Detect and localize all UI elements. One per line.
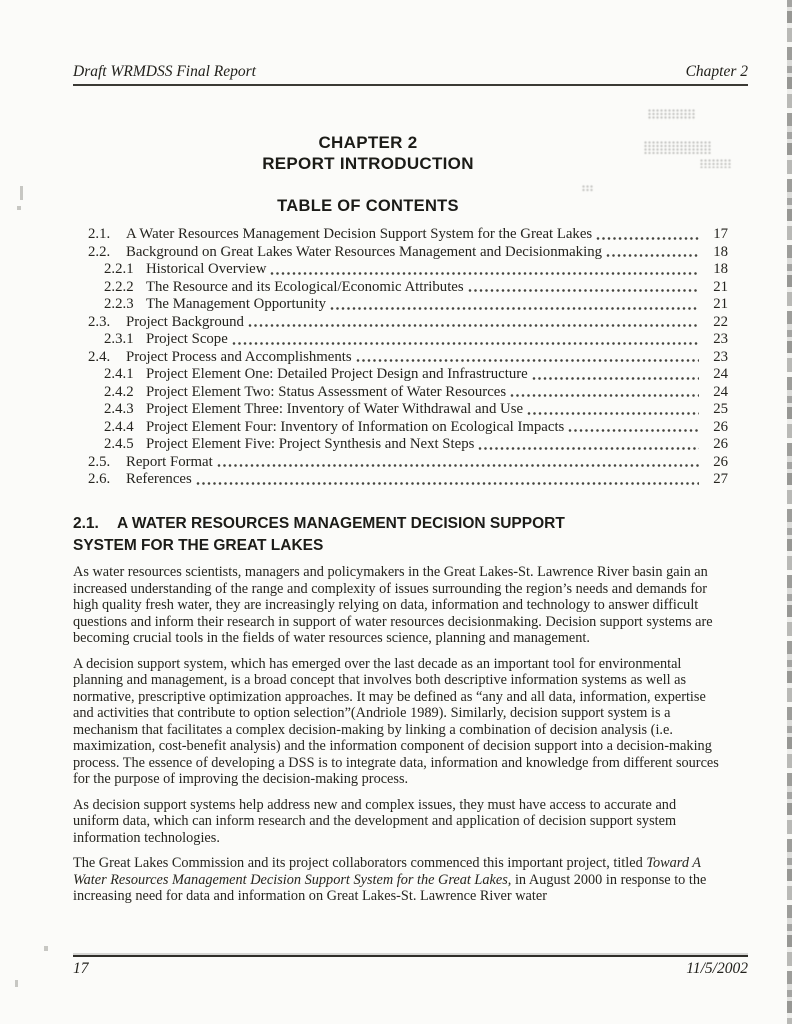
body-text — [73, 564, 723, 914]
body-paragraph-4 — [73, 855, 723, 905]
toc-entry — [73, 261, 728, 279]
toc-entry — [73, 401, 728, 419]
toc-entry-number: 2.3. — [88, 313, 111, 330]
toc-entry-number: 2.1. — [88, 226, 111, 242]
toc-heading: TABLE OF CONTENTS — [277, 197, 459, 215]
running-header — [73, 63, 748, 86]
running-footer — [73, 955, 748, 978]
body-paragraph-3: As decision support systems help address new and complex issues, they must have access to accurate and uniform data, which can inform research and the development and application of decision support system information technologies. — [73, 796, 677, 846]
toc-entry-number: 2.3.1 — [104, 331, 134, 347]
toc-entry-title: The Resource and its Ecological/Economic Attributes — [146, 278, 464, 295]
toc-dot-leader — [568, 428, 699, 433]
paragraph-4-text-after: in August 2000 in response to the increasing need for data and information on Great Lakes-St. Lawrence River water — [73, 871, 707, 904]
body-paragraph-1: As water resources scientists, managers and policymakers in the Great Lakes-St. Lawrence River basin gain an increased understanding of the range and complexity of issues surrounding the region’s needs and demands for high quality fresh water, they are increasingly relying on data, information and technology to answer difficult questions and inform their research in support of water resources decisionmaking. Decision support systems are becoming crucial tools in the fields of water resources science, planning and management. — [73, 564, 713, 646]
scan-smudge — [644, 141, 712, 154]
toc-entry-number: 2.4.2 — [104, 383, 134, 400]
toc-entry-title: A Water Resources Management Decision Support System for the Great Lakes — [126, 226, 593, 242]
toc-entry — [73, 331, 728, 349]
scan-edge-artifact — [787, 0, 792, 1024]
toc-entry-number: 2.4.3 — [104, 401, 134, 417]
toc-entry — [73, 279, 728, 297]
toc-dot-leader — [270, 271, 699, 276]
chapter-title-line2: REPORT INTRODUCTION — [262, 154, 474, 173]
toc-entry-title: Project Element Five: Project Synthesis and Next Steps — [146, 436, 475, 452]
toc-entry-title: Report Format — [126, 453, 213, 470]
toc-entry-number: 2.4.5 — [104, 436, 134, 452]
chapter-title — [73, 132, 663, 174]
body-paragraph-2: A decision support system, which has emerged over the last decade as an important tool for environmental planning and management, is a broad concept that involves both descriptive information systems as well as normative, prescriptive optimization approaches. It may be defined as “any and all data, information, expertise and activities that contribute to option selection”(Andriole 1989). Similarly, decision support system is a mechanism that facilitates a complex decision-making by linking a combination of decision analysis (i.e. maximization, cost-benefit analysis) and the information component of decision support into a decision-making process. The essence of developing a DSS is to integrate data, information and knowledge from different sources for the purpose of improving the decision-making process. — [73, 655, 719, 787]
toc-entry — [73, 454, 728, 472]
toc-entry-title: Historical Overview — [146, 261, 267, 277]
section-heading — [73, 513, 683, 557]
toc-entry — [73, 471, 728, 489]
toc-entry-page: 23 — [713, 348, 728, 365]
section-heading-line1: A WATER RESOURCES MANAGEMENT DECISION SUPPORT — [117, 515, 565, 532]
toc-entry-number: 2.6. — [88, 471, 111, 487]
toc-dot-leader — [527, 411, 699, 416]
paragraph-4-report-title: Toward A Water Resources Management Decision Support System for the Great Lakes, — [73, 855, 701, 888]
toc-dot-leader — [532, 376, 699, 381]
scan-smudge — [648, 109, 696, 120]
toc-entry-page: 21 — [713, 296, 728, 312]
toc-dot-leader — [232, 341, 699, 346]
table-of-contents — [73, 226, 728, 489]
scan-smudge — [582, 185, 594, 192]
toc-entry — [73, 296, 728, 314]
toc-entry — [73, 384, 728, 402]
toc-entry — [73, 349, 728, 367]
toc-entry-title: Project Background — [126, 313, 244, 330]
toc-entry — [73, 314, 728, 332]
scan-smudge — [700, 159, 732, 168]
toc-dot-leader — [510, 393, 699, 398]
toc-dot-leader — [468, 288, 699, 293]
toc-entry-page: 24 — [713, 366, 728, 382]
toc-entry-page: 18 — [713, 243, 728, 260]
toc-entry-page: 23 — [713, 331, 728, 347]
footer-date: 11/5/2002 — [686, 960, 748, 977]
toc-entry — [73, 226, 728, 244]
toc-entry-title: Project Scope — [146, 331, 228, 347]
toc-dot-leader — [596, 236, 699, 241]
toc-dot-leader — [217, 463, 699, 468]
footer-page-number: 17 — [73, 960, 89, 977]
running-header-chapter-label: Chapter 2 — [685, 63, 748, 80]
toc-entry-number: 2.5. — [88, 453, 111, 470]
toc-entry-title: Background on Great Lakes Water Resources Management and Decisionmaking — [126, 243, 602, 260]
paragraph-4-text: The Great Lakes Commission and its project collaborators commenced this important project, titled — [73, 855, 647, 871]
toc-entry-page: 27 — [713, 471, 728, 487]
scan-speck — [44, 946, 48, 951]
toc-entry-number: 2.2. — [88, 243, 111, 260]
toc-entry-number: 2.4.1 — [104, 366, 134, 382]
scan-speck — [17, 206, 21, 210]
toc-entry-number: 2.4. — [88, 348, 111, 365]
running-header-document-title: Draft WRMDSS Final Report — [73, 63, 256, 80]
toc-entry-page: 21 — [713, 278, 728, 295]
toc-dot-leader — [330, 306, 699, 311]
toc-dot-leader — [248, 323, 699, 328]
toc-entry-page: 26 — [713, 453, 728, 470]
toc-entry — [73, 419, 728, 437]
toc-entry — [73, 244, 728, 262]
scan-speck — [20, 186, 23, 200]
toc-dot-leader — [478, 446, 699, 451]
scan-speck — [15, 980, 18, 987]
toc-entry-page: 22 — [713, 313, 728, 330]
toc-entry-page: 25 — [713, 401, 728, 417]
toc-dot-leader — [606, 253, 699, 258]
toc-entry-page: 17 — [713, 226, 728, 242]
toc-dot-leader — [196, 481, 699, 486]
toc-entry-title: Project Element Four: Inventory of Information on Ecological Impacts — [146, 418, 565, 435]
toc-entry-title: Project Element Two: Status Assessment of Water Resources — [146, 383, 507, 400]
toc-entry-title: The Management Opportunity — [146, 296, 326, 312]
toc-entry — [73, 436, 728, 454]
toc-entry-page: 18 — [713, 261, 728, 277]
toc-entry-page: 26 — [713, 418, 728, 435]
toc-entry-number: 2.2.3 — [104, 296, 134, 312]
toc-entry-title: Project Element Three: Inventory of Water Withdrawal and Use — [146, 401, 524, 417]
toc-entry-title: References — [126, 471, 192, 487]
toc-entry-number: 2.2.1 — [104, 261, 134, 277]
chapter-title-line1: CHAPTER 2 — [318, 133, 418, 152]
toc-entry — [73, 366, 728, 384]
toc-entry-page: 24 — [713, 383, 728, 400]
section-number: 2.1. — [73, 515, 99, 532]
toc-dot-leader — [356, 358, 699, 363]
toc-entry-page: 26 — [713, 436, 728, 452]
toc-entry-number: 2.2.2 — [104, 278, 134, 295]
toc-entry-title: Project Element One: Detailed Project Design and Infrastructure — [146, 366, 528, 382]
toc-entry-number: 2.4.4 — [104, 418, 134, 435]
section-heading-line2: SYSTEM FOR THE GREAT LAKES — [73, 537, 324, 554]
toc-entry-title: Project Process and Accomplishments — [126, 348, 352, 365]
